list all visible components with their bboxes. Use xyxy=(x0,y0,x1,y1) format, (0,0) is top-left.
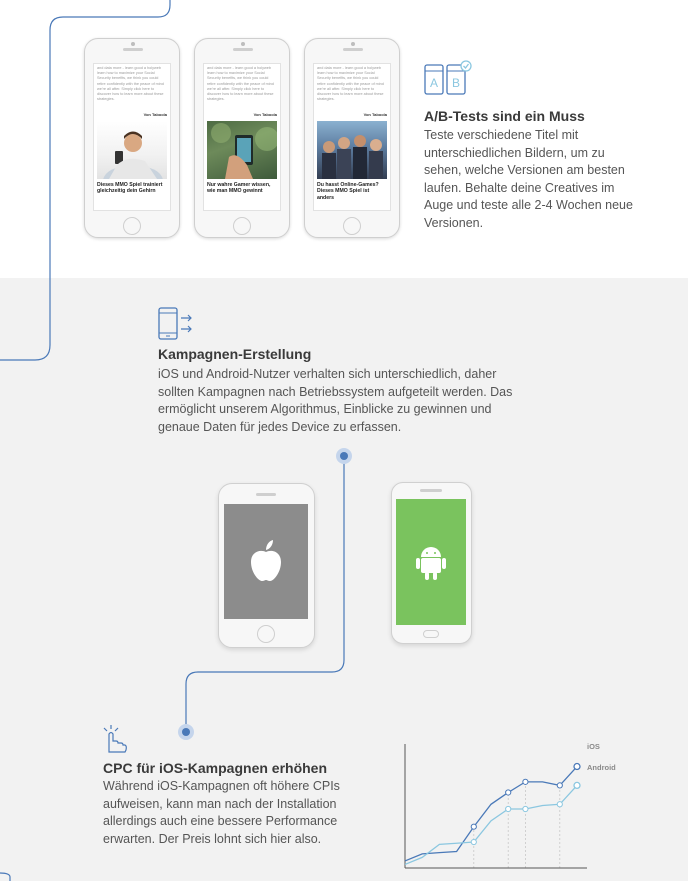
campaign-section-text: iOS und Android-Nutzer verhalten sich unterschiedlich, daher sollten Kampagnen nach Betriebssystem aufgeteilt werden. Das ermöglicht unserem Algorithmus, Einblicke zu gewinnen und genaue Daten für jedes Device zu erfassen. xyxy=(158,367,513,434)
ad-image-hand-phone xyxy=(207,121,277,179)
series-end-point xyxy=(574,782,580,788)
series-line-ios xyxy=(405,767,577,861)
ad-phone-2 xyxy=(194,38,290,238)
ad-filler-text: and data more - learn good a holyweb learn how to maximize your Social Security benefits, we think you could retire confidently with the peace of mind we're all after. Simply click here to discover how to learn more about these strategies. xyxy=(317,66,384,102)
tap-hand-icon xyxy=(101,724,129,754)
data-point xyxy=(471,839,476,844)
ad-brand: Von Taboola xyxy=(143,112,167,117)
ad-image-man-phone xyxy=(97,121,167,179)
ab-section-title: A/B-Tests sind ein Muss xyxy=(424,108,585,124)
cpc-line-chart xyxy=(400,740,660,876)
series-end-point xyxy=(574,764,580,770)
ad-caption: Dieses MMO Spiel trainiert gleichzeitig dein Gehirn xyxy=(97,182,163,195)
ad-image-group-people xyxy=(317,121,387,179)
data-point xyxy=(506,806,511,811)
cpc-section-title: CPC für iOS-Kampagnen erhöhen xyxy=(103,760,328,776)
ad-caption: Du hasst Online-Games? Dieses MMO Spiel ist anders xyxy=(317,182,379,201)
data-point xyxy=(523,779,528,784)
ad-phone-1 xyxy=(84,38,180,238)
ab-icon-letter-a: A xyxy=(429,76,439,90)
data-point xyxy=(471,824,476,829)
ad-brand: Von Taboola xyxy=(253,112,277,117)
iphone-device xyxy=(218,483,315,648)
apple-logo-icon xyxy=(248,540,284,582)
ad-phone-3 xyxy=(304,38,400,238)
ab-test-icon xyxy=(424,60,472,96)
data-point xyxy=(557,783,562,788)
android-logo-icon xyxy=(415,545,447,581)
ad-filler-text: and data more - learn good a holyweb learn how to maximize your Social Security benefits, we think you could retire confidently with the peace of mind we're all after. Simply click here to discover how to learn more about these strategies. xyxy=(207,66,274,102)
campaign-section-title: Kampagnen-Erstellung xyxy=(158,346,312,362)
campaign-split-icon xyxy=(157,307,195,341)
cpc-section-text: Während iOS-Kampagnen oft höhere CPIs aufweisen, kann man nach der Installation allerdings auch eine bessere Performance erwarten. Der Preis lohnt sich hier also. xyxy=(103,779,340,846)
data-point xyxy=(557,802,562,807)
ab-section-text: Teste verschiedene Titel mit unterschiedlichen Bildern, um zu sehen, welche Versionen am besten laufen. Behalte deine Creatives im Auge und teste alle 2-4 Wochen neue Versionen. xyxy=(424,128,633,230)
data-point xyxy=(523,806,528,811)
legend-ios: iOS xyxy=(587,742,600,751)
legend-android: Android xyxy=(587,763,616,772)
android-device xyxy=(391,482,472,644)
ad-brand: Von Taboola xyxy=(363,112,387,117)
data-point xyxy=(506,790,511,795)
ab-icon-letter-b: B xyxy=(451,76,461,90)
ad-caption: Nur wahre Gamer wissen, wie man MMO gewinnt xyxy=(207,182,271,195)
ad-filler-text: and data more - learn good a holyweb learn how to maximize your Social Security benefits, we think you could retire confidently with the peace of mind we're all after. Simply click here to discover how to learn more about these strategies. xyxy=(97,66,164,102)
